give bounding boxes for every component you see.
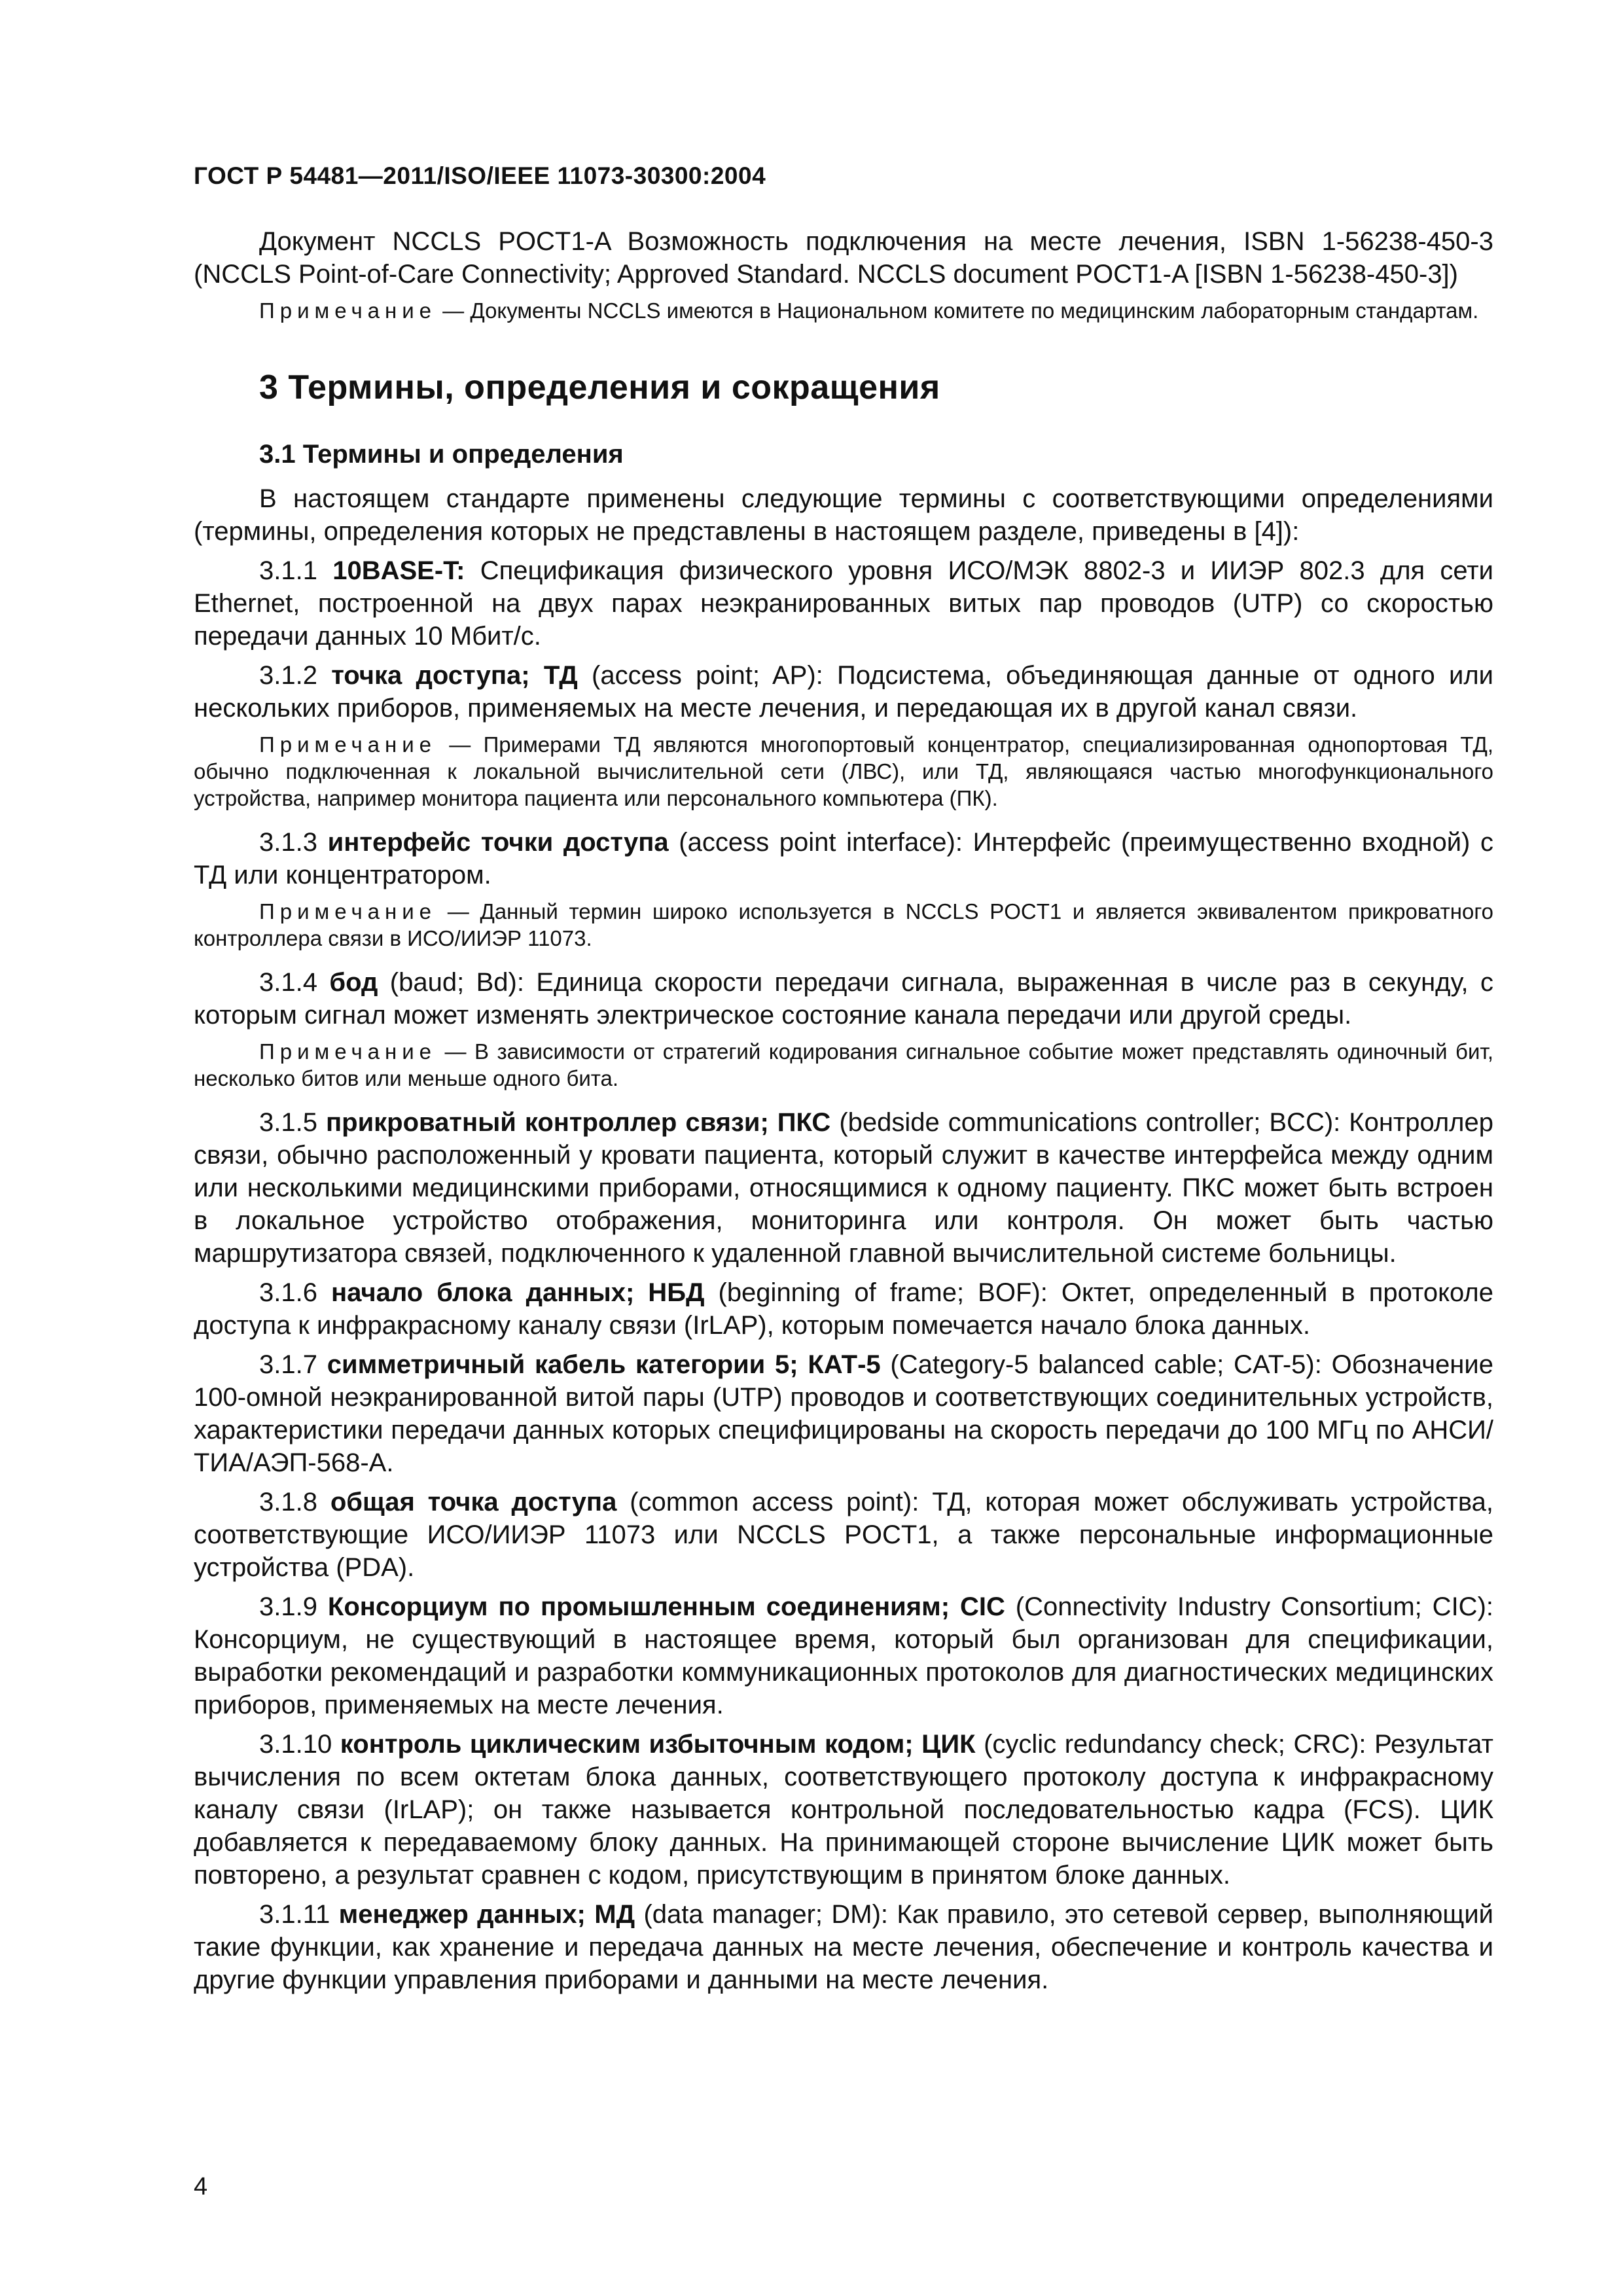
note-text: — Документы NCCLS имеются в Национальном комитете по медицинским лабораторным стандартам. <box>437 298 1479 323</box>
term-definition: (access point interface): Интерфейс (преимущественно входной) с ТД или концентратором. <box>194 828 1494 889</box>
note-label: Примечание <box>259 1039 437 1064</box>
term-entry <box>194 1486 1493 1584</box>
term-name: менеджер данных; МД <box>338 1900 635 1929</box>
note-paragraph <box>194 297 1493 324</box>
term-name: начало блока данных; НБД <box>331 1278 705 1307</box>
term-entry <box>194 1106 1493 1270</box>
section-intro-paragraph: В настоящем стандарте применены следующие термины с соответствующими определениями (термины, определения которых не представлены в настоящем разделе, приведены в [4]): <box>194 484 1493 546</box>
term-name: 10BASE-T: <box>332 556 465 585</box>
term-name: контроль циклическим избыточным кодом; ЦИК <box>340 1730 976 1759</box>
subsection-heading: 3.1 Термины и определения <box>259 440 624 469</box>
note-paragraph <box>194 898 1493 952</box>
term-name: точка доступа; ТД <box>331 661 578 690</box>
term-name: бод <box>329 968 378 997</box>
term-name: прикроватный контроллер связи; ПКС <box>325 1108 831 1137</box>
term-definition: (Connectivity Industry Consortium; CIC): Консорциум, не существующий в настоящее время, который был организован для спецификации, выработки рекомендаций и разработки коммуникационных протоколов для диагностических медицинских приборов, применяемых на месте лечения. <box>194 1592 1494 1719</box>
term-entry <box>194 826 1493 891</box>
term-definition: (access point; AP): Подсистема, объединяющая данные от одного или нескольких приборов, применяемых на месте лечения, и передающая их в другой канал связи. <box>194 661 1494 723</box>
reference-paragraph: Документ NCCLS POCT1-A Возможность подключения на месте лечения, ISBN 1-56238-450-3 (NCCLS Point-of-Care Connectivity; Approved Standard. NCCLS document POCT1-A [ISBN 1-56238-450-3]) <box>194 227 1493 289</box>
term-name: общая точка доступа <box>330 1488 617 1516</box>
term-number: 3.1.10 <box>259 1730 340 1759</box>
term-number: 3.1.3 <box>259 828 328 857</box>
term-entry <box>194 1276 1493 1342</box>
term-entry <box>194 1898 1493 1996</box>
term-entry <box>194 659 1493 725</box>
document-code-header: ГОСТ Р 54481—2011/ISO/IEEE 11073-30300:2004 <box>194 162 766 189</box>
note-text: — Примерами ТД являются многопортовый концентратор, специализированная однопортовая ТД, обычно подключенная к локальной вычислительной сети (ЛВС), или ТД, являющаяся частью многофункционального устройства, например монитора пациента или персонального компьютера (ПК). <box>194 732 1493 810</box>
term-number: 3.1.2 <box>259 661 332 690</box>
term-number: 3.1.4 <box>259 968 330 997</box>
term-number: 3.1.5 <box>259 1108 326 1137</box>
note-paragraph <box>194 1038 1493 1092</box>
term-number: 3.1.1 <box>259 556 333 585</box>
page-number: 4 <box>194 2173 208 2200</box>
term-definition: (data manager; DM): Как правило, это сетевой сервер, выполняющий такие функции, как хранение и передача данных на месте лечения, обеспечение и контроль качества и другие функции управления приборами и данными на месте лечения. <box>194 1900 1494 1994</box>
term-definition: (beginning of frame; BOF): Октет, определенный в протоколе доступа к инфракрасному каналу связи (IrLAP), которым помечается начало блока данных. <box>194 1278 1494 1340</box>
term-definition: (bedside communications controller; BCC): Контроллер связи, обычно расположенный у кровати пациента, который служит в качестве интерфейса между одним или несколькими медицинскими приборами, относящимися к одному пациенту. ПКС может быть встроен в локальное устройство отображения, мониторинга или контроля. Он может быть частью маршрутизатора связей, подключенного к удаленной главной вычислительной системе больницы. <box>194 1108 1494 1268</box>
term-definition: Спецификация физического уровня ИСО/МЭК 8802-3 и ИИЭР 802.3 для сети Ethernet, построенной на двух парах неэкранированных витых пар проводов (UTP) со скоростью передачи данных 10 Мбит/с. <box>194 556 1494 651</box>
term-definition: (cyclic redundancy check; CRC): Результат вычисления по всем октетам блока данных, соответствующего протоколу доступа к инфракрасному каналу связи (IrLAP); он также называется контрольной последовательностью кадра (FCS). ЦИК добавляется к передаваемому блоку данных. На принимающей стороне вычисление ЦИК может быть повторено, а результат сравнен с кодом, присутствующим в принятом блоке данных. <box>194 1730 1493 1890</box>
term-entry <box>194 1590 1493 1721</box>
note-paragraph <box>194 731 1493 812</box>
term-name: Консорциум по промышленным соединениям; CIC <box>327 1592 1005 1621</box>
term-name: интерфейс точки доступа <box>327 828 669 857</box>
term-number: 3.1.8 <box>259 1488 330 1516</box>
term-definition: (baud; Bd): Единица скорости передачи сигнала, выраженная в числе раз в секунду, с которым сигнал может изменять электрическое состояние канала передачи или другой среды. <box>194 968 1494 1030</box>
term-name: симметричный кабель категории 5; КАТ-5 <box>327 1350 881 1379</box>
note-text: — В зависимости от стратегий кодирования сигнальное событие может представлять одиночный бит, несколько битов или меньше одного бита. <box>194 1039 1493 1090</box>
term-entry <box>194 1728 1493 1892</box>
term-number: 3.1.11 <box>259 1900 339 1929</box>
term-entry <box>194 1348 1493 1479</box>
term-definition: (common access point): ТД, которая может обслуживать устройства, соответствующие ИСО/ИИЭР 11073 или NCCLS POCT1, а также персональные информационные устройства (PDA). <box>194 1488 1493 1582</box>
term-entry <box>194 966 1493 1031</box>
term-definition: (Category-5 balanced cable; CAT-5): Обозначение 100-омной неэкранированной витой пары (UTP) проводов и соответствующих соединительных устройств, характеристики передачи данных которых специфицированы на скорость передачи до 100 МГц по АНСИ/ТИА/АЭП-568-А. <box>194 1350 1493 1477</box>
note-label: Примечание <box>259 298 437 323</box>
body-text <box>194 225 1493 2003</box>
note-text: — Данный термин широко используется в NCCLS POCT1 и является эквивалентом прикроватного контроллера связи в ИСО/ИИЭР 11073. <box>194 899 1493 950</box>
term-number: 3.1.9 <box>259 1592 328 1621</box>
term-entry <box>194 554 1493 653</box>
term-number: 3.1.7 <box>259 1350 327 1379</box>
note-label: Примечание <box>259 899 437 924</box>
section-heading: 3 Термины, определения и сокращения <box>259 368 940 406</box>
term-number: 3.1.6 <box>259 1278 332 1307</box>
note-label: Примечание <box>259 732 437 757</box>
